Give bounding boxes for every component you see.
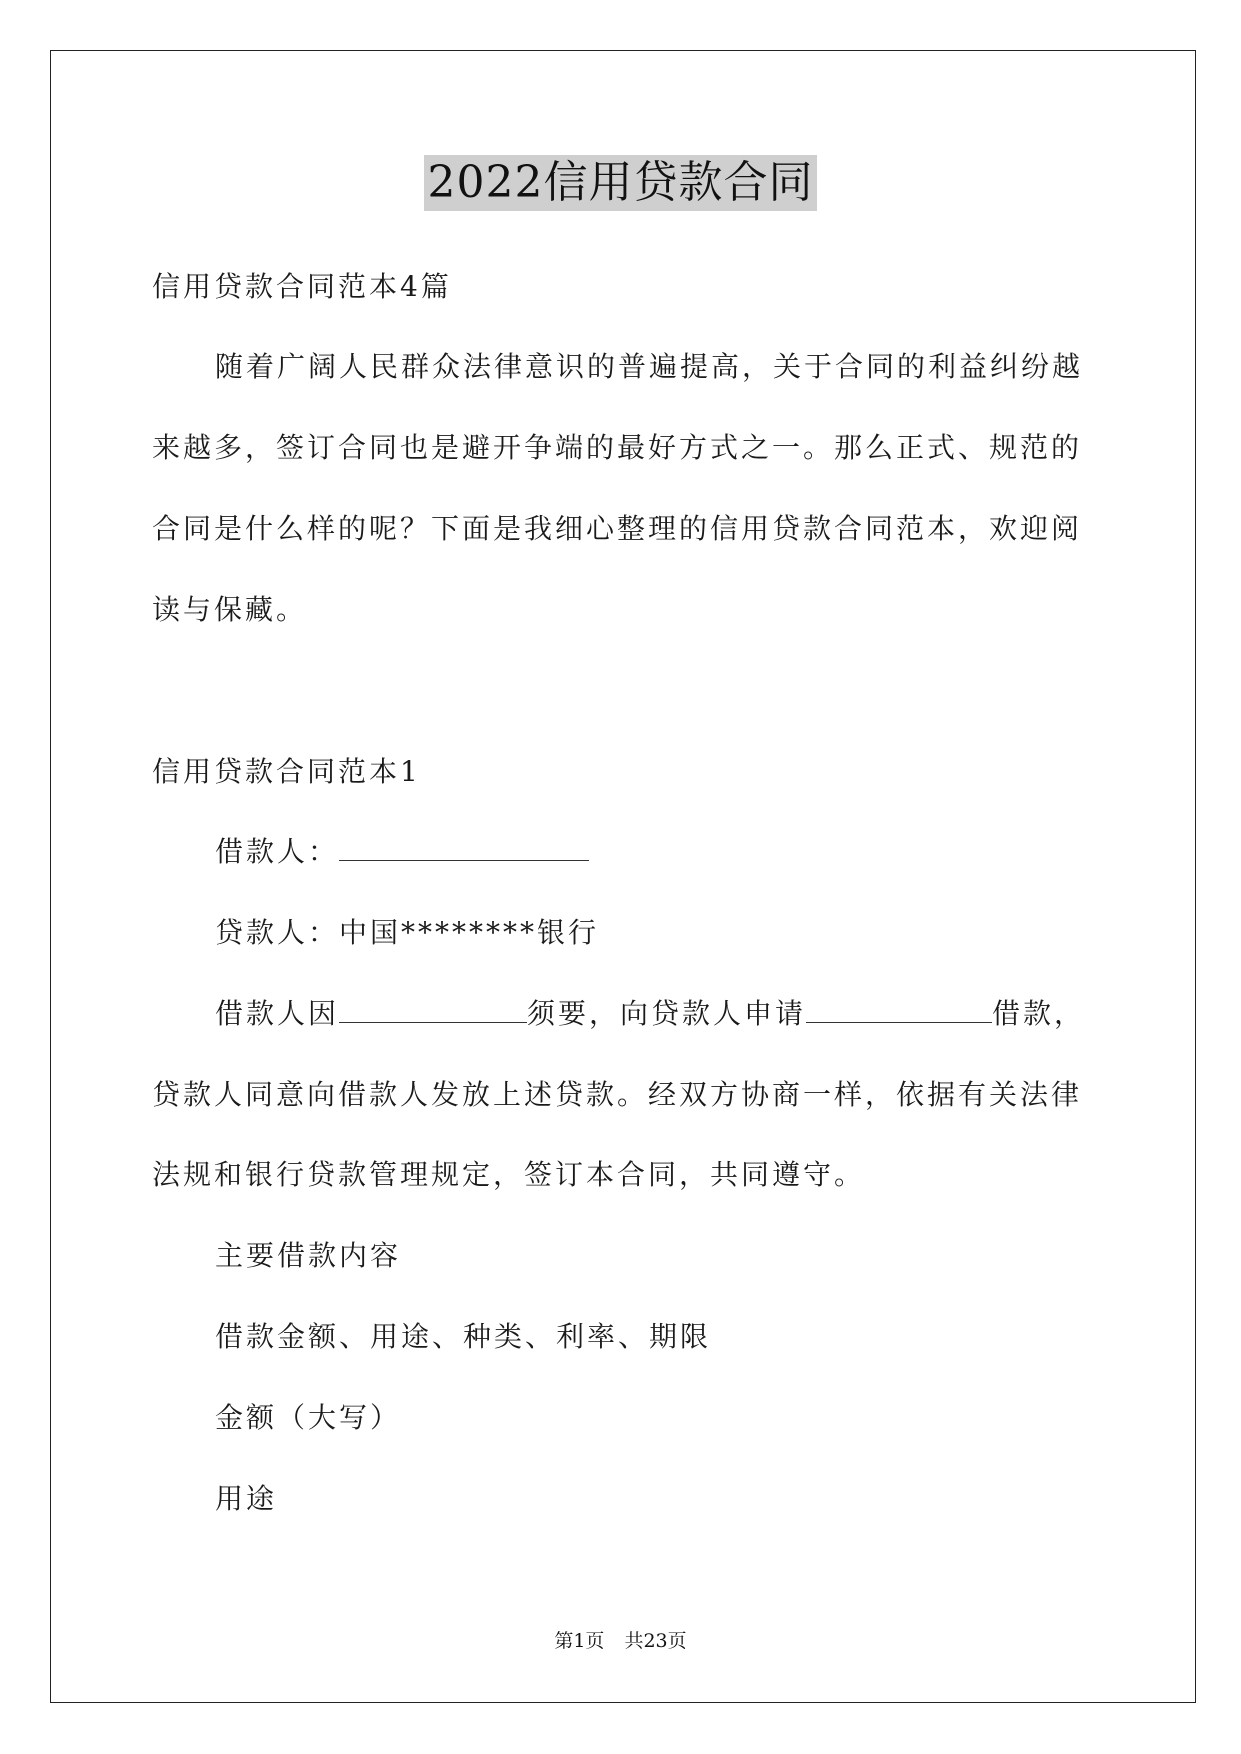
usage-line: 用途 <box>215 1482 278 1515</box>
main-content-heading: 主要借款内容 <box>215 1239 402 1272</box>
document-subtitle: 信用贷款合同范本4篇 <box>152 270 452 303</box>
title-container <box>0 155 1241 211</box>
intro-line-4: 读与保藏。 <box>152 593 308 626</box>
purpose-text-3: 借款， <box>992 997 1086 1030</box>
borrower-label: 借款人： <box>215 835 340 868</box>
amount-line: 金额（大写） <box>215 1401 402 1434</box>
purpose-blank <box>339 998 527 1023</box>
agreement-line-2: 法规和银行贷款管理规定，签订本合同，共同遵守。 <box>152 1158 866 1191</box>
intro-line-1: 随着广阔人民群众法律意识的普遍提高，关于合同的利益纠纷越 <box>215 350 1084 383</box>
purpose-text-2: 须要，向贷款人申请 <box>527 997 807 1030</box>
document-title: 2022信用贷款合同 <box>424 155 818 211</box>
intro-line-3: 合同是什么样的呢？下面是我细心整理的信用贷款合同范本，欢迎阅 <box>152 512 1083 545</box>
purpose-line <box>215 994 1085 1034</box>
page-footer: 第1页 共23页 <box>554 1630 687 1652</box>
lender-line: 贷款人：中国********银行 <box>215 916 600 949</box>
amount-blank <box>806 998 992 1023</box>
intro-line-2: 来越多，签订合同也是避开争端的最好方式之一。那么正式、规范的 <box>152 431 1083 464</box>
purpose-text-1: 借款人因 <box>215 997 340 1030</box>
borrower-blank <box>339 836 589 861</box>
borrower-line <box>215 832 589 872</box>
agreement-line-1: 贷款人同意向借款人发放上述贷款。经双方协商一样，依据有关法律 <box>152 1078 1083 1111</box>
section-heading: 信用贷款合同范本1 <box>152 755 421 788</box>
items-line: 借款金额、用途、种类、利率、期限 <box>215 1320 712 1353</box>
